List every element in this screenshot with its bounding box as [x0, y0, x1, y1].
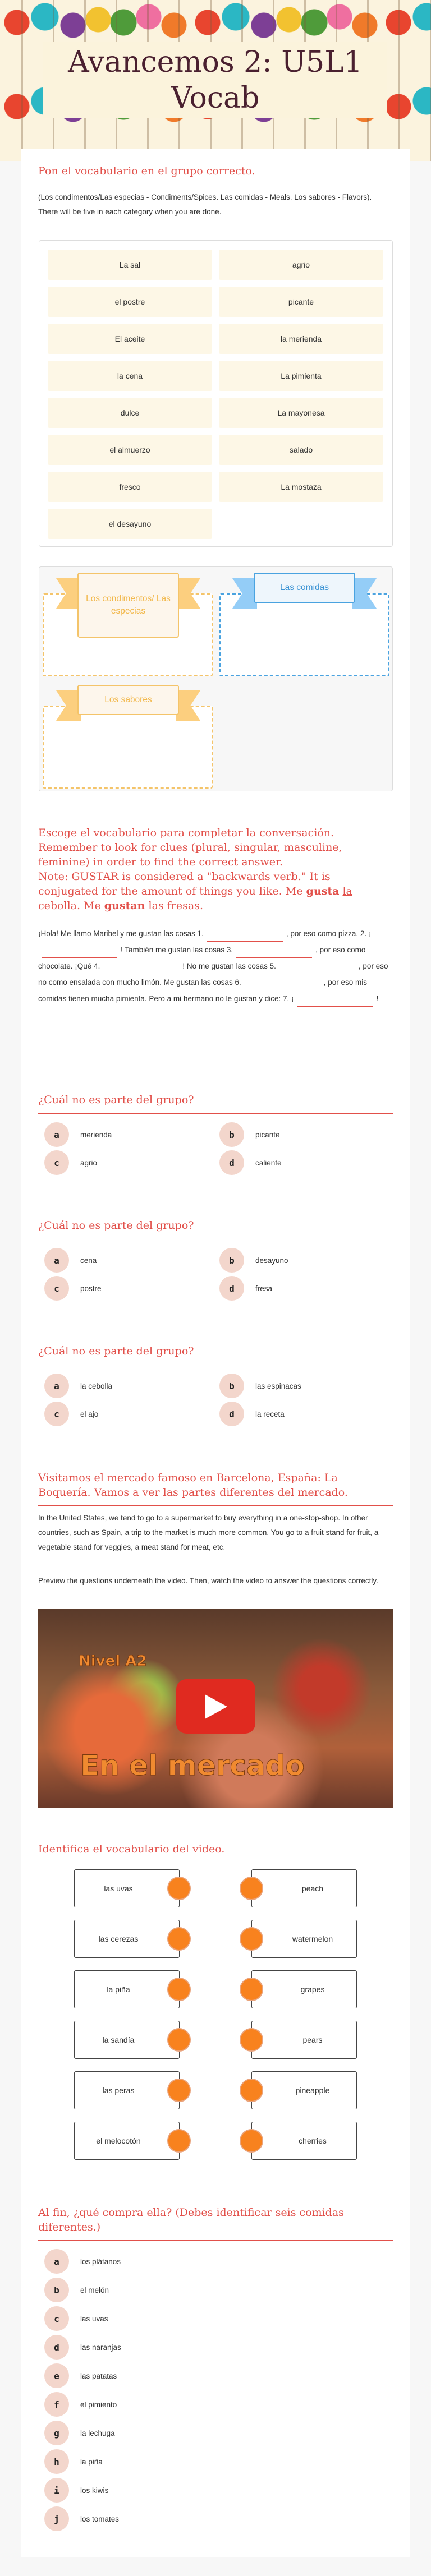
match-connector-dot[interactable] — [167, 1978, 191, 2001]
option-text: el ajo — [80, 1409, 99, 1418]
option-text: los plátanos — [80, 2257, 121, 2266]
mc-option-d[interactable] — [219, 1276, 272, 1301]
word-tile[interactable]: La mostaza — [219, 472, 383, 502]
option-text: cena — [80, 1256, 97, 1265]
option-letter-badge: d — [219, 1150, 244, 1175]
category-label-condimentos: Los condimentos/ Las especias — [77, 573, 179, 638]
option-letter-badge: c — [44, 1276, 69, 1301]
divider — [38, 1505, 393, 1506]
match-right-label: watermelon — [292, 1934, 333, 1943]
mc-option-c[interactable] — [44, 1276, 102, 1301]
multi-option-d[interactable] — [44, 2335, 121, 2360]
option-text: agrio — [80, 1158, 98, 1167]
match-connector-dot[interactable] — [240, 1978, 263, 2001]
option-letter-badge: d — [219, 1276, 244, 1301]
option-letter-badge: j — [44, 2506, 69, 2531]
option-letter-badge: i — [44, 2478, 69, 2503]
mc-option-d[interactable] — [219, 1150, 282, 1175]
option-text: merienda — [80, 1130, 112, 1139]
mc-option-a[interactable] — [44, 1374, 112, 1398]
mc-option-b[interactable] — [219, 1122, 280, 1147]
match-left-item[interactable] — [74, 2021, 180, 2059]
option-text: el melón — [80, 2285, 109, 2294]
passage-text: , por eso como pizza. 2. ¡ — [286, 929, 372, 938]
fill-heading: Escoge el vocabulario para completar la conversación. Remember to look for clues (plural, singular, masculine, feminine) in order to find the correct answer. Note: GUSTAR is considered a "backwards verb." It is conjugated for the amount of things you like. Me gusta la cebolla. Me gustan las fresas. — [38, 827, 352, 912]
match-left-item[interactable] — [74, 1970, 180, 2008]
match-connector-dot[interactable] — [240, 2079, 263, 2102]
video-overlay-title: En el mercado — [80, 1749, 305, 1782]
option-text: las espinacas — [255, 1381, 301, 1390]
word-tile[interactable]: el almuerzo — [48, 435, 212, 465]
sort-heading: Pon el vocabulario en el grupo correcto. — [38, 165, 255, 177]
option-text: el pimiento — [80, 2400, 117, 2409]
play-button[interactable] — [176, 1679, 255, 1734]
option-letter-badge: a — [44, 1122, 69, 1147]
option-letter-badge: b — [44, 2278, 69, 2302]
match-heading: Identifica el vocabulario del video. — [38, 1843, 225, 1855]
option-text: caliente — [255, 1158, 282, 1167]
blank-input-2[interactable] — [42, 949, 117, 958]
match-connector-dot[interactable] — [167, 2079, 191, 2102]
option-text: la piña — [80, 2457, 103, 2466]
video-overlay-level: Nivel A2 — [79, 1653, 147, 1670]
match-connector-dot[interactable] — [167, 1927, 191, 1951]
option-text: la lechuga — [80, 2428, 115, 2437]
multi-option-g[interactable] — [44, 2421, 115, 2445]
multi-option-c[interactable] — [44, 2306, 108, 2331]
match-right-item[interactable] — [251, 1920, 357, 1958]
option-letter-badge: d — [219, 1402, 244, 1426]
match-connector-dot[interactable] — [240, 1927, 263, 1951]
word-tile[interactable]: La mayonesa — [219, 398, 383, 428]
option-text: la cebolla — [80, 1381, 113, 1390]
match-right-item[interactable] — [251, 1970, 357, 2008]
passage-text: ¡Hola! Me llamo Maribel y me gustan las cosas 1. — [38, 929, 204, 938]
word-tile[interactable]: salado — [219, 435, 383, 465]
option-letter-badge: e — [44, 2363, 69, 2388]
word-tile[interactable]: El aceite — [48, 324, 212, 354]
option-letter-badge: b — [219, 1122, 244, 1147]
match-right-item[interactable] — [251, 2021, 357, 2059]
option-text: desayuno — [255, 1256, 288, 1265]
mc-option-b[interactable] — [219, 1248, 288, 1273]
multi-option-a[interactable] — [44, 2249, 121, 2274]
word-tile[interactable]: el desayuno — [48, 509, 212, 539]
option-text: fresa — [255, 1284, 273, 1293]
match-left-label: la sandía — [102, 2035, 135, 2044]
option-letter-badge: b — [219, 1374, 244, 1398]
mc-question-heading: ¿Cuál no es parte del grupo? — [38, 1094, 194, 1106]
blank-input-3[interactable] — [236, 949, 312, 958]
mc-option-c[interactable] — [44, 1402, 98, 1426]
option-text: los tomates — [80, 2514, 120, 2523]
match-right-label: pineapple — [295, 2086, 330, 2095]
word-tile[interactable]: La pimienta — [219, 361, 383, 391]
passage-text: , por eso no como ensalada con mucho limón. Me gustan las cosas 6. — [38, 962, 388, 987]
category-label-comidas: Las comidas — [254, 573, 355, 603]
option-letter-badge: c — [44, 1150, 69, 1175]
option-letter-badge: d — [44, 2335, 69, 2360]
multi-heading: Al fin, ¿qué compra ella? (Debes identificar seis comidas diferentes.) — [38, 2206, 344, 2233]
match-left-label: la piña — [107, 1985, 130, 1994]
match-left-label: las uvas — [104, 1884, 133, 1893]
multi-option-j[interactable] — [44, 2506, 119, 2531]
multi-option-h[interactable] — [44, 2449, 103, 2474]
blank-input-6[interactable] — [245, 981, 320, 990]
match-right-item[interactable] — [251, 1869, 357, 1907]
word-tile[interactable]: fresco — [48, 472, 212, 502]
option-letter-badge: a — [44, 1248, 69, 1273]
blank-input-4[interactable] — [103, 965, 179, 974]
match-left-label: el melocotón — [96, 2136, 141, 2145]
multi-option-e[interactable] — [44, 2363, 117, 2388]
market-paragraph-1: In the United States, we tend to go to a supermarket to buy everything in a one-stop-shop. In other countries, such as Spain, a trip to the market is much more common. You go to a fruit stand for fruit, a vegetable stand for veggies, a meat stand for meat, etc. — [38, 1514, 379, 1551]
match-left-item[interactable] — [74, 1920, 180, 1958]
fill-paragraph — [38, 925, 393, 1007]
category-drop-area — [39, 566, 393, 791]
title-line-2: Vocab — [171, 81, 260, 115]
option-text: las patatas — [80, 2371, 117, 2380]
play-icon — [205, 1694, 227, 1719]
word-tile[interactable]: agrio — [219, 250, 383, 280]
mc-question-heading: ¿Cuál no es parte del grupo? — [38, 1345, 194, 1357]
match-right-item[interactable] — [251, 2071, 357, 2109]
match-left-item[interactable] — [74, 2122, 180, 2160]
option-letter-badge: c — [44, 2306, 69, 2331]
mc-question-heading: ¿Cuál no es parte del grupo? — [38, 1219, 194, 1232]
match-connector-dot[interactable] — [167, 1877, 191, 1900]
option-text: la receta — [255, 1409, 285, 1418]
option-text: picante — [255, 1130, 280, 1139]
mc-option-a[interactable] — [44, 1248, 97, 1273]
option-letter-badge: g — [44, 2421, 69, 2445]
word-tile[interactable]: el postre — [48, 287, 212, 317]
passage-text: , por eso como chocolate. ¡Qué 4. — [38, 946, 366, 970]
mc-option-b[interactable] — [219, 1374, 301, 1398]
divider — [38, 1113, 393, 1114]
option-letter-badge: a — [44, 2249, 69, 2274]
page-title — [43, 42, 387, 118]
option-letter-badge: f — [44, 2392, 69, 2417]
match-connector-dot[interactable] — [240, 1877, 263, 1900]
sort-instructions: (Los condimentos/Las especias - Condiments/Spices. Las comidas - Meals. Los sabores - Flavors). There will be five in each category when you are done. — [38, 193, 372, 216]
video-player[interactable] — [38, 1609, 393, 1808]
match-connector-dot[interactable] — [240, 2129, 263, 2153]
blank-input-7[interactable] — [297, 998, 373, 1007]
match-connector-dot[interactable] — [167, 2129, 191, 2153]
match-right-label: pears — [302, 2035, 323, 2044]
blank-input-1[interactable] — [207, 933, 283, 942]
word-tile[interactable]: dulce — [48, 398, 212, 428]
category-label-sabores: Los sabores — [77, 685, 179, 715]
match-left-label: las peras — [102, 2086, 135, 2095]
option-text: las uvas — [80, 2314, 108, 2323]
option-text: postre — [80, 1284, 102, 1293]
match-left-item[interactable] — [74, 2071, 180, 2109]
word-tile[interactable]: la cena — [48, 361, 212, 391]
multi-option-f[interactable] — [44, 2392, 117, 2417]
passage-text: , por eso mis comidas tienen mucha pimienta. Pero a mi hermano no le gustan y dice: 7. ¡ — [38, 978, 367, 1003]
option-letter-badge: h — [44, 2449, 69, 2474]
title-line-1: Avancemos 2: U5L1 — [68, 45, 363, 79]
match-right-label: cherries — [299, 2136, 327, 2145]
option-letter-badge: a — [44, 1374, 69, 1398]
option-letter-badge: c — [44, 1402, 69, 1426]
match-left-label: las cerezas — [98, 1934, 139, 1943]
passage-text: ! — [376, 994, 379, 1003]
blank-input-5[interactable] — [279, 965, 355, 974]
mc-option-a[interactable] — [44, 1122, 112, 1147]
mc-option-c[interactable] — [44, 1150, 97, 1175]
match-right-label: peach — [301, 1884, 324, 1893]
mc-option-d[interactable] — [219, 1402, 285, 1426]
option-text: los kiwis — [80, 2486, 109, 2495]
multi-option-i[interactable] — [44, 2478, 108, 2503]
match-connector-dot[interactable] — [167, 2028, 191, 2052]
match-right-label: grapes — [300, 1985, 325, 1994]
divider — [38, 2240, 393, 2241]
word-tile[interactable]: picante — [219, 287, 383, 317]
option-letter-badge: b — [219, 1248, 244, 1273]
market-paragraph-2: Preview the questions underneath the video. Then, watch the video to answer the questions correctly. — [38, 1577, 378, 1585]
market-heading: Visitamos el mercado famoso en Barcelona, España: La Boquería. Vamos a ver las partes diferentes del mercado. — [38, 1472, 348, 1499]
multi-option-b[interactable] — [44, 2278, 109, 2302]
match-right-item[interactable] — [251, 2122, 357, 2160]
word-tile[interactable]: La sal — [48, 250, 212, 280]
option-text: las naranjas — [80, 2343, 121, 2352]
passage-text: ! No me gustan las cosas 5. — [182, 962, 276, 970]
passage-text: ! También me gustan las cosas 3. — [121, 946, 233, 954]
match-connector-dot[interactable] — [240, 2028, 263, 2052]
match-left-item[interactable] — [74, 1869, 180, 1907]
word-tile[interactable]: la merienda — [219, 324, 383, 354]
